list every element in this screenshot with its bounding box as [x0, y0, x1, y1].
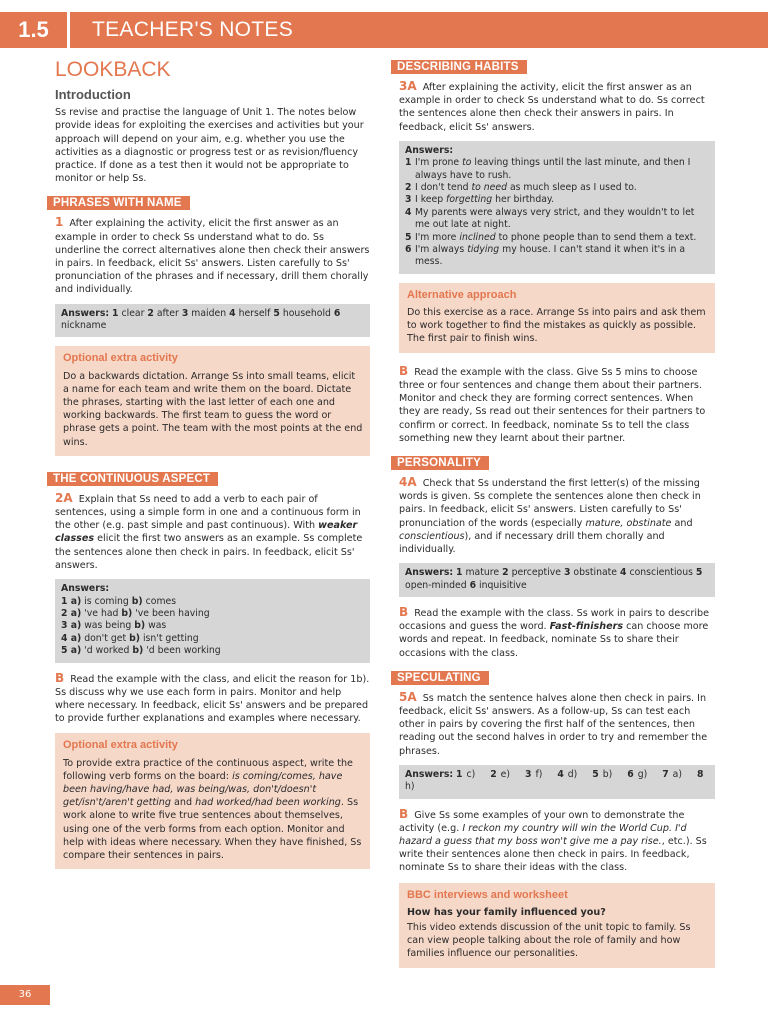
- exercise-number: B: [399, 363, 409, 378]
- left-column: [55, 58, 370, 881]
- answer-emphasis: forgetting: [446, 194, 493, 206]
- answer-number: 5: [695, 567, 703, 579]
- section-heading-personality: PERSONALITY: [391, 456, 489, 470]
- answer-item: [112, 308, 147, 319]
- answer-text: f): [535, 768, 543, 780]
- answer-text: herself: [238, 307, 271, 319]
- emphasis-text: Fast-finishers: [549, 621, 624, 633]
- answer-text: conscientious: [629, 567, 693, 579]
- answer-text: b): [602, 768, 613, 780]
- exercise-1-text: [55, 216, 370, 296]
- answer-item: [627, 769, 656, 780]
- answer-row: [61, 596, 364, 608]
- answers-label: Answers:: [61, 307, 110, 319]
- answer-number: 2: [61, 607, 71, 619]
- exercise-2a-text: [55, 492, 370, 572]
- answer-text: was: [145, 620, 167, 632]
- answers-box-1: [55, 304, 370, 338]
- answers-label: Answers:: [405, 567, 454, 579]
- answer-number: 4: [229, 307, 236, 319]
- exercise-text: Read the example with the class, and elicit the reason for 1b). Ss discuss why we use each form in pairs. Monitor and help where necessary. In feedback, elicit Ss' answers and be prepared to provide further explanations and examples where necessary.: [55, 673, 370, 725]
- answers-box-3: [399, 141, 715, 274]
- answer-part-label: b): [132, 645, 144, 657]
- exercise-4a-text: [399, 476, 715, 556]
- answer-text: isn't getting: [139, 632, 199, 644]
- exercise-text: After explaining the activity, elicit the first answer as an example in order to check Ss understand what to do. Ss correct the sentences alone then check their answers in pairs. In feedback, elicit Ss' answers.: [399, 82, 705, 133]
- exercise-4b-text: [399, 606, 715, 660]
- answer-text: obstinate: [573, 567, 618, 579]
- answer-part-label: b): [134, 620, 146, 632]
- exercise-text: Check that Ss understand the first letter(s) of the missing words is given. Ss complete the sentences alone then check in pairs. In feedback, elicit Ss' answers. Listen carefully to Ss' pronunciation of the words (especially: [399, 477, 701, 529]
- exercise-text: and: [674, 517, 693, 529]
- exercise-text: elicit the first two answers as an example. Ss complete the sentences alone then check in pairs. In feedback, elicit Ss' answers.: [55, 533, 363, 571]
- emphasis-text: conscientious: [399, 530, 465, 542]
- answers-label: Answers:: [405, 768, 454, 780]
- section-heading-continuous: THE CONTINUOUS ASPECT: [47, 472, 218, 486]
- answer-text: I'm prone to leaving things until the last minute, and then I always have to rush.: [415, 157, 691, 181]
- answer-number: 3: [61, 620, 71, 632]
- unit-number: 1.5: [0, 12, 70, 48]
- optional-extra-box-1: [55, 346, 370, 455]
- emphasis-text: mature, obstinate: [585, 517, 672, 529]
- answer-number: 1: [405, 157, 412, 169]
- answer-emphasis: tidying: [467, 244, 500, 256]
- extra-text-part: and: [174, 797, 193, 809]
- exercise-text: After explaining the activity, elicit the first answer as an example in order to check Ss understand what to do. Ss underline the correct alternatives alone then check their answers in pairs. In feedback, elicit Ss' answers. Listen carefully to Ss' pronunciation of the phrases and if necessary, drill them chorally and individually.: [55, 218, 370, 296]
- answer-text: g): [637, 768, 648, 780]
- answer-item: [564, 567, 620, 578]
- answer-item: [456, 567, 502, 578]
- answer-number: 2: [490, 768, 497, 780]
- answer-text: comes: [142, 595, 177, 607]
- answer-emphasis: inclined: [459, 231, 496, 243]
- answer-number: 6: [469, 579, 477, 591]
- bbc-text: This video extends discussion of the unit topic to family. Ss can view people talking about the role of family and how families influence our personalities.: [407, 922, 691, 960]
- exercise-text: Ss match the sentence halves alone then check in pairs. In feedback, elicit Ss' answers. As a follow-up, Ss can test each other in pairs by covering the first half of the sentences, then reading out the second halves in order to try and remember the phrases.: [399, 692, 708, 757]
- answer-text: is coming: [81, 595, 132, 607]
- exercise-number: B: [399, 604, 409, 619]
- answer-part-label: a): [70, 595, 82, 607]
- answer-item: [620, 567, 696, 578]
- page-header: [0, 12, 768, 48]
- answer-text: c): [466, 768, 476, 780]
- bbc-heading: BBC interviews and worksheet: [407, 888, 568, 901]
- exercise-5a-text: [399, 691, 715, 758]
- header-title: TEACHER'S NOTES: [92, 18, 294, 41]
- answer-row: [405, 182, 709, 194]
- answer-number: 4: [405, 206, 412, 218]
- exercise-text: Read the example with the class. Ss work in pairs to describe occasions and guess the word.: [399, 607, 709, 633]
- section-heading-habits: DESCRIBING HABITS: [391, 60, 527, 74]
- intro-text: Ss revise and practise the language of Unit 1. The notes below provide ideas for exploiting the exercises and activities but your approach will depend on your aim, e.g. whether you use the activities as a diagnostic or progress test or as revision/fluency practice. If done as a test then it would not be appropriate to monitor or help Ss.: [55, 107, 364, 185]
- answer-item: [502, 567, 564, 578]
- answer-text: I'm more inclined to phone people than to send them a text.: [415, 231, 697, 243]
- answer-part-label: a): [70, 607, 82, 619]
- answers-box-2: [55, 579, 370, 662]
- answer-number: 2: [502, 567, 509, 579]
- exercise-text: , etc.). Ss write their sentences alone then check in pairs. In feedback, nominate Ss to share their ideas with the class.: [399, 835, 707, 874]
- extra-emphasis: had worked/had been working: [195, 797, 341, 809]
- answer-item: [273, 308, 334, 319]
- answer-item: [557, 769, 586, 780]
- extra-emphasis: is coming/comes, have been having/have had, was being/was, don't/doesn't get/isn't/aren't getting: [63, 770, 343, 809]
- exercise-number: B: [55, 670, 65, 685]
- answer-number: 1: [112, 307, 119, 319]
- answers-label: Answers:: [405, 144, 454, 156]
- page-number: 36: [0, 985, 50, 1005]
- section-heading-phrases: PHRASES WITH NAME: [47, 196, 190, 210]
- answer-number: 5: [405, 231, 412, 243]
- extra-heading: Optional extra activity: [63, 739, 178, 752]
- answer-item: [592, 769, 621, 780]
- answer-part-label: a): [70, 620, 82, 632]
- answer-number: 6: [405, 244, 412, 256]
- answer-text: mature: [465, 567, 500, 579]
- answer-number: 4: [620, 567, 627, 579]
- answer-row: [61, 608, 364, 620]
- page-title: LOOKBACK: [55, 58, 171, 81]
- answer-number: 3: [181, 307, 189, 319]
- section-heading-speculating: SPECULATING: [391, 671, 489, 685]
- answers-list: [405, 157, 709, 269]
- extra-text: Do a backwards dictation. Arrange Ss into small teams, elicit a name for each team and write them on the board. Dictate the phrases, starting with the last letter of each one and working backwards. The first team to guess the word or phrase gets a point. The team with the most points at the end wins.: [63, 370, 363, 448]
- answer-text: inquisitive: [479, 579, 527, 591]
- answers-label: Answers:: [61, 583, 110, 595]
- answer-emphasis: to: [462, 157, 472, 169]
- emphasis-text: weaker classes: [55, 520, 358, 545]
- answer-text: d): [567, 768, 578, 780]
- right-column: [399, 58, 715, 980]
- answer-item: [182, 308, 229, 319]
- emphasis-text: I reckon my country will win the World Cup. I'd hazard a guess that my boss won't give me a pay rise.: [399, 822, 687, 847]
- exercise-number: 5A: [399, 689, 417, 704]
- answer-row: [405, 244, 709, 269]
- answer-row: [405, 232, 709, 244]
- answer-text: after: [156, 307, 179, 319]
- answers-list: [61, 596, 364, 658]
- answer-text: h): [405, 781, 415, 793]
- answer-item: [490, 769, 519, 780]
- answer-text: a): [672, 768, 682, 780]
- exercise-text: can choose more words and repeat. In feedback, nominate Ss to share their occasions with the class.: [399, 621, 709, 659]
- answer-text: I'm always tidying my house. I can't stand it when it's in a mess.: [415, 244, 686, 268]
- alt-text: Do this exercise as a race. Arrange Ss into pairs and ask them to work together to find the mistakes as quickly as possible. The first pair to finish wins.: [407, 307, 706, 345]
- answer-text: 'd worked: [81, 645, 133, 657]
- answers-box-5: [399, 765, 715, 799]
- extra-heading: Optional extra activity: [63, 352, 178, 365]
- answer-number: 8: [696, 768, 704, 780]
- answer-item: [229, 308, 273, 319]
- answer-number: 5: [61, 645, 71, 657]
- extra-text-part: To provide extra practice of the continuous aspect, write the following verb forms on the board:: [63, 757, 353, 782]
- answer-text: 've been having: [132, 607, 210, 619]
- answer-item: [662, 769, 691, 780]
- answer-emphasis: to need: [471, 182, 507, 194]
- alt-heading: Alternative approach: [407, 288, 517, 301]
- answer-item: [147, 308, 181, 319]
- exercise-text: Read the example with the class. Give Ss 5 mins to choose three or four sentences and change them about their partners. Monitor and check they are forming correct sentences. When they are ready, Ss read out their sentences for their partners to confirm or correct. In feedback, nominate Ss to tell the class something new they learnt about their partner.: [399, 366, 706, 444]
- bbc-box: [399, 883, 715, 968]
- answer-text: was being: [81, 620, 135, 632]
- answer-row: [61, 645, 364, 657]
- answer-part-label: b): [121, 607, 133, 619]
- answer-text: My parents were always very strict, and they wouldn't to let me out late at night.: [415, 206, 695, 231]
- answer-text: clear: [121, 307, 145, 319]
- exercise-number: 2A: [55, 490, 73, 505]
- answers-box-4: [399, 563, 715, 597]
- answer-text: nickname: [61, 320, 107, 332]
- exercise-number: 1: [55, 215, 64, 230]
- answer-text: maiden: [191, 307, 227, 319]
- answer-row: [61, 633, 364, 645]
- extra-text: [63, 757, 364, 863]
- answer-text: I keep forgetting her birthday.: [415, 194, 555, 206]
- answer-text: e): [500, 768, 511, 780]
- answer-number: 5: [273, 307, 280, 319]
- answer-number: 3: [563, 567, 571, 579]
- answer-item: [456, 769, 484, 780]
- answer-text: household: [282, 307, 331, 319]
- answer-row: [405, 194, 709, 206]
- answer-text: 'd been working: [143, 645, 221, 657]
- answer-text: I don't tend to need as much sleep as I used to.: [415, 182, 637, 194]
- bbc-subheading: How has your family influenced you?: [407, 906, 606, 918]
- answer-number: 4: [557, 768, 564, 780]
- answer-text: perceptive: [511, 567, 561, 579]
- intro-heading: Introduction: [55, 87, 131, 102]
- answer-item: [470, 580, 527, 591]
- answer-text: 've had: [81, 607, 122, 619]
- answer-number: 7: [662, 768, 669, 780]
- answer-number: 4: [61, 632, 71, 644]
- optional-extra-box-2: [55, 733, 370, 869]
- answer-part-label: a): [70, 632, 82, 644]
- exercise-3a-text: [399, 80, 715, 134]
- answer-number: 3: [525, 768, 532, 780]
- exercise-text: Give Ss some examples of your own to demonstrate the activity (e.g.: [399, 809, 685, 834]
- exercise-text: Explain that Ss need to add a verb to each pair of sentences, using a simple form in one and a continuous form in the other (e.g. past simple and past continuous). With: [55, 493, 361, 532]
- answer-number: 3: [405, 194, 412, 206]
- answer-part-label: a): [70, 645, 82, 657]
- answer-row: [405, 157, 709, 182]
- exercise-5b-text: [399, 808, 715, 875]
- answer-number: 1: [456, 768, 463, 780]
- exercise-number: 4A: [399, 474, 417, 489]
- answer-number: 6: [627, 768, 634, 780]
- answer-text: don't get: [81, 632, 130, 644]
- answer-text: open-minded: [405, 579, 467, 591]
- answer-number: 5: [592, 768, 599, 780]
- answer-part-label: b): [131, 595, 143, 607]
- answer-number: 1: [456, 567, 463, 579]
- alternative-approach-box: [399, 283, 715, 353]
- answer-number: 1: [61, 595, 71, 607]
- exercise-3b-text: [399, 365, 715, 445]
- answer-number: 6: [333, 307, 341, 319]
- answer-part-label: b): [129, 632, 140, 644]
- exercise-number: 3A: [399, 79, 417, 93]
- answer-item: [525, 769, 551, 780]
- extra-text-part: . Ss work alone to write five true sentences about themselves, using one of the verb forms from each option. Monitor and help with ideas where necessary. When they have finished, Ss compare their sentences in pairs.: [63, 797, 362, 861]
- answer-row: [61, 620, 364, 632]
- answer-row: [405, 207, 709, 232]
- exercise-number: B: [399, 806, 409, 821]
- answer-number: 2: [147, 307, 154, 319]
- answer-number: 2: [405, 182, 412, 194]
- exercise-2b-text: [55, 672, 370, 726]
- exercise-text: ), and if necessary drill them chorally and individually.: [399, 530, 665, 555]
